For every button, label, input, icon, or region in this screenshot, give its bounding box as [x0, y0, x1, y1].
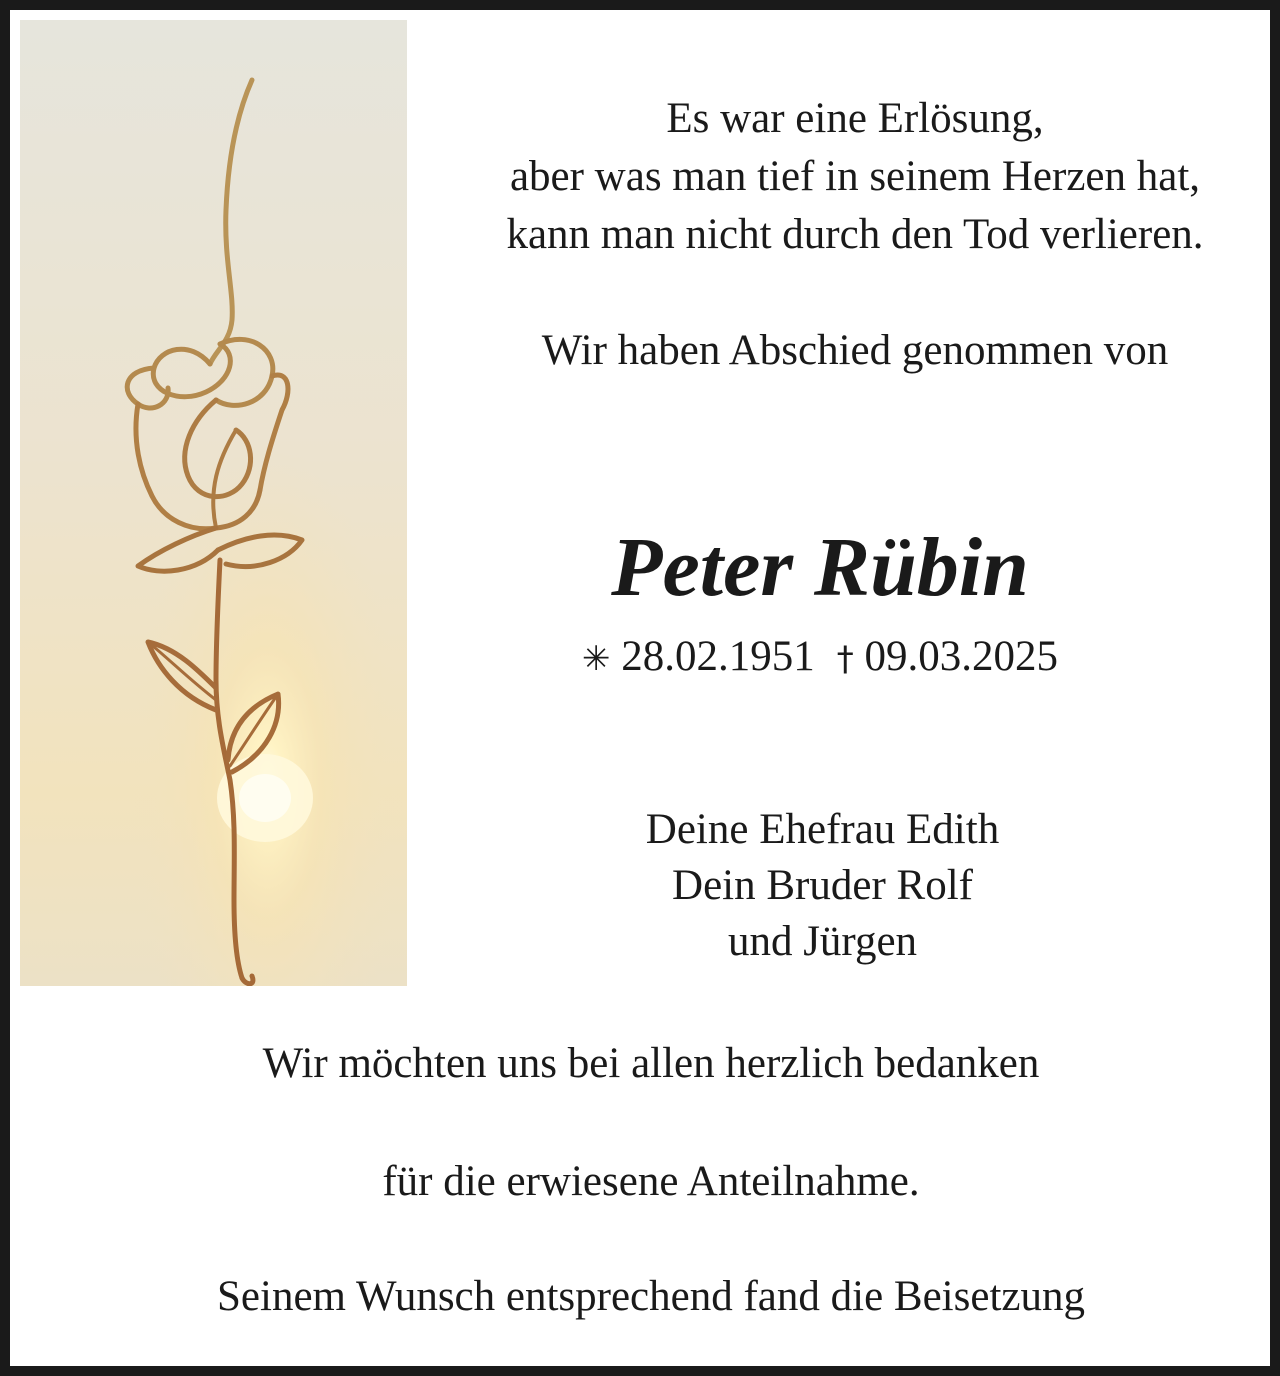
thanks-line: Wir möchten uns bei allen herzlich bedanken: [262, 1040, 1040, 1087]
farewell-line: Wir haben Abschied genommen von: [541, 327, 1169, 374]
rose-candle-image: [20, 20, 407, 986]
mourners-list: [450, 802, 1195, 970]
mourner: Dein Bruder Rolf: [672, 862, 973, 909]
poem: [450, 90, 1260, 264]
deceased-name: Peter Rübin: [611, 521, 1029, 614]
death-cross-icon: †: [836, 639, 854, 679]
mourner: und Jürgen: [727, 918, 918, 965]
death-date: 09.03.2025: [864, 633, 1058, 680]
life-dates: [450, 628, 1190, 688]
thanks-line: für die erwiesene Anteilnahme.: [382, 1158, 920, 1205]
mourner: Deine Ehefrau Edith: [645, 806, 1000, 853]
birth-asterisk-icon: ✳: [582, 639, 611, 679]
poem-line: Es war eine Erlösung,: [666, 95, 1044, 142]
birth-date: 28.02.1951: [621, 633, 815, 680]
thanks-line: Seinem Wunsch entsprechend fand die Beisetzung: [217, 1273, 1085, 1320]
poem-line: kann man nicht durch den Tod verlieren.: [506, 211, 1204, 258]
gold-rose-icon: [20, 20, 407, 986]
poem-line: aber was man tief in seinem Herzen hat,: [509, 153, 1201, 200]
